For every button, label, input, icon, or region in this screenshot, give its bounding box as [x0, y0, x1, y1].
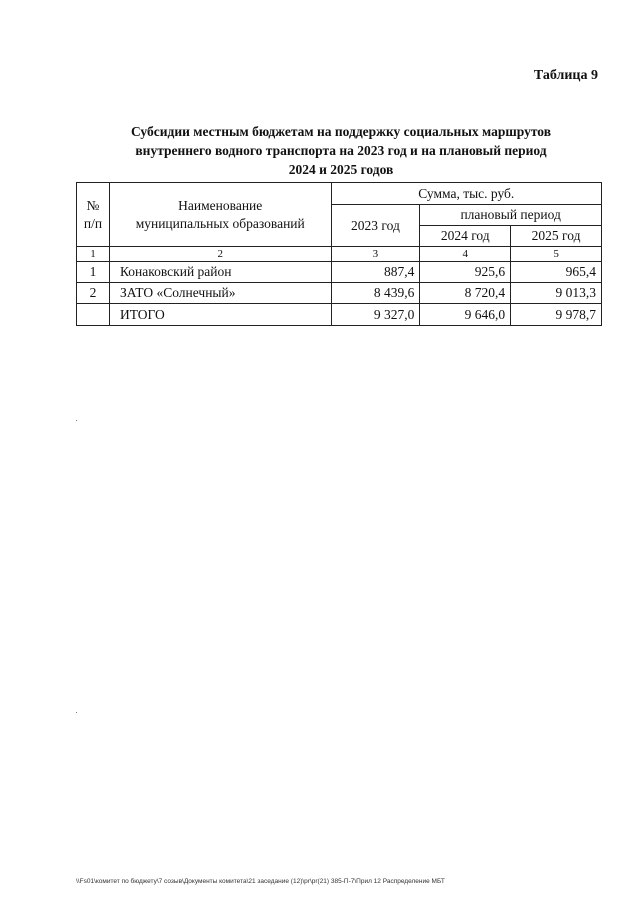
row-name: ЗАТО «Солнечный»	[109, 283, 331, 304]
table-number-label: Таблица 9	[533, 68, 598, 83]
total-value-2023: 9 327,0	[331, 304, 420, 326]
header-year-2025: 2025 год	[511, 226, 602, 247]
index-cell: 5	[511, 247, 602, 262]
total-row	[77, 304, 602, 326]
subsidy-table	[76, 182, 602, 326]
table-row	[77, 283, 602, 304]
total-value-2024: 9 646,0	[420, 304, 511, 326]
index-cell: 2	[109, 247, 331, 262]
title-line-3: 2024 и 2025 годов	[288, 162, 394, 177]
row-value-2023: 887,4	[331, 262, 420, 283]
total-num	[77, 304, 110, 326]
header-year-2023: 2023 год	[331, 205, 420, 247]
row-name: Конаковский район	[109, 262, 331, 283]
title-line-2: внутреннего водного транспорта на 2023 год и на плановый период	[135, 143, 547, 158]
scan-mark	[76, 420, 77, 421]
header-sum: Сумма, тыс. руб.	[331, 183, 601, 205]
column-index-row	[77, 247, 602, 262]
row-value-2025: 9 013,3	[511, 283, 602, 304]
file-path-footer: \\Fs01\комитет по бюджету\7 созыв\Документы комитета\21 заседание (12)\pr\pr(21) 385-П-7\Прил 12 Распределение МБТ	[76, 878, 445, 885]
header-name: Наименование муниципальных образований	[109, 183, 331, 247]
index-cell: 3	[331, 247, 420, 262]
row-value-2023: 8 439,6	[331, 283, 420, 304]
index-cell: 4	[420, 247, 511, 262]
header-year-2024: 2024 год	[420, 226, 511, 247]
scan-mark	[76, 712, 77, 713]
row-value-2024: 925,6	[420, 262, 511, 283]
row-num: 1	[77, 262, 110, 283]
header-num: № п/п	[77, 183, 110, 247]
title-line-1: Субсидии местным бюджетам на поддержку социальных маршрутов	[131, 124, 551, 139]
header-row-1	[77, 183, 602, 205]
document-title	[76, 122, 606, 179]
total-value-2025: 9 978,7	[511, 304, 602, 326]
row-num: 2	[77, 283, 110, 304]
table-row	[77, 262, 602, 283]
header-plan-period: плановый период	[420, 205, 602, 226]
row-value-2025: 965,4	[511, 262, 602, 283]
row-value-2024: 8 720,4	[420, 283, 511, 304]
total-label: ИТОГО	[109, 304, 331, 326]
index-cell: 1	[77, 247, 110, 262]
